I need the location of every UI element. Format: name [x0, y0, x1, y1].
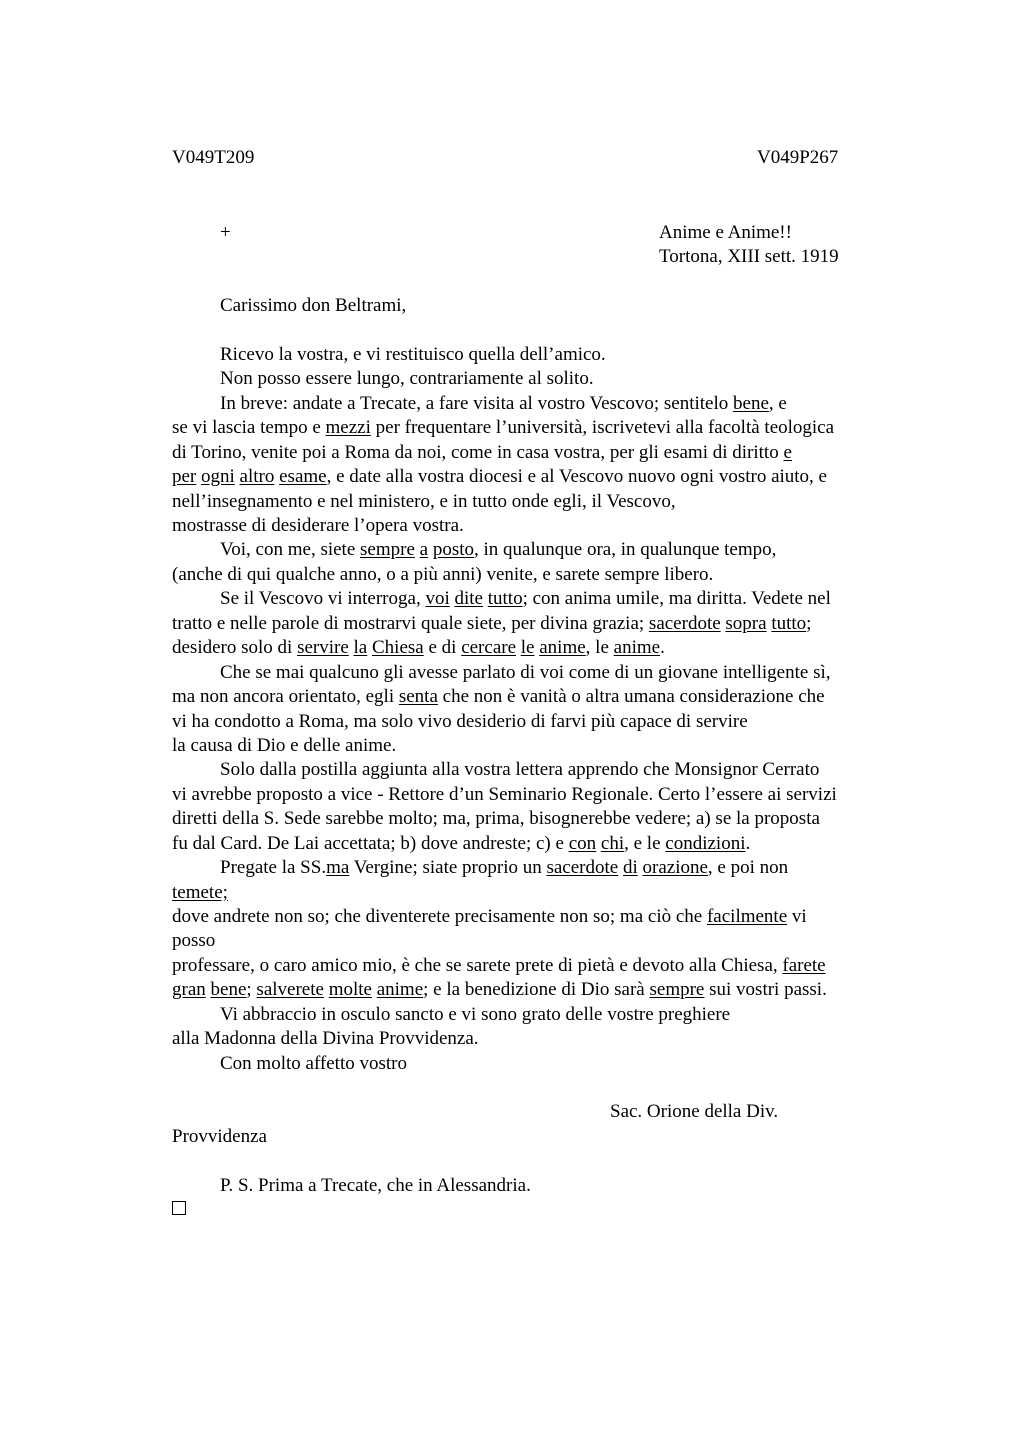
text-segment: posso	[172, 930, 216, 951]
underlined-text: gran	[172, 979, 206, 1000]
text-segment: ;	[246, 979, 257, 1000]
underlined-text: farete	[782, 955, 826, 976]
text-segment: ; con anima umile, ma diritta. Vedete nel	[522, 588, 831, 609]
text-segment: .	[660, 637, 665, 658]
text-segment: Vergine; siate proprio un	[349, 857, 547, 878]
text-segment: In breve: andate a Trecate, a fare visita al vostro Vescovo; sentitelo	[220, 393, 734, 414]
underlined-text: orazione	[642, 857, 708, 878]
underlined-text: altro	[239, 466, 275, 487]
underlined-text: molte	[328, 979, 372, 1000]
signature-continued: Provvidenza	[172, 1126, 267, 1147]
text-segment: Vi abbraccio in osculo sancto e vi sono grato delle vostre preghiere	[220, 1004, 731, 1025]
text-segment: se vi lascia tempo e	[172, 417, 326, 438]
underlined-text: anime	[613, 637, 661, 658]
text-segment: alla Madonna della Divina Provvidenza.	[172, 1028, 479, 1049]
text-segment: ; e la benedizione di Dio sarà	[423, 979, 650, 1000]
text-segment: che non è vanità o altra umana considerazione che	[437, 686, 825, 707]
text-segment: nell’insegnamento e nel ministero, e in tutto onde egli, il Vescovo,	[172, 491, 676, 512]
letter-line	[220, 758, 819, 782]
underlined-text: temete;	[172, 882, 228, 903]
underlined-text: ma	[326, 857, 350, 878]
letter-line	[172, 465, 827, 489]
letter-line	[172, 1027, 479, 1051]
text-segment: per frequentare l’università, iscrivetevi alla facoltà teologica	[370, 417, 835, 438]
letter-line	[172, 783, 837, 807]
letter-line	[172, 490, 676, 514]
letter-line	[172, 441, 792, 465]
text-segment: desidero solo di	[172, 637, 298, 658]
text-segment: sui vostri passi.	[704, 979, 827, 1000]
text-segment: ;	[806, 613, 812, 634]
header-left-code: V049T209	[172, 147, 255, 168]
underlined-text: tutto	[771, 613, 807, 634]
letter-line	[172, 710, 748, 734]
postscript: P. S. Prima a Trecate, che in Alessandria.	[220, 1175, 531, 1196]
text-segment: (anche di qui qualche anno, o a più anni) venite, e sarete sempre libero.	[172, 564, 714, 585]
underlined-text: salverete	[256, 979, 324, 1000]
letter-line	[172, 563, 713, 587]
text-segment: vi avrebbe proposto a vice - Rettore d’un Seminario Regionale. Certo l’essere ai servizi	[172, 784, 837, 805]
text-segment: .	[745, 833, 751, 854]
text-segment: Che se mai qualcuno gli avesse parlato di voi come di un giovane intelligente sì,	[220, 662, 831, 683]
letter-line	[220, 367, 594, 391]
text-segment: dove andrete non so; che diventerete precisamente non so; ma ciò che	[172, 906, 707, 927]
underlined-text: tutto	[487, 588, 523, 609]
text-segment: vi ha condotto a Roma, ma solo vivo desiderio di farvi più capace di servire	[172, 711, 748, 732]
underlined-text: cercare	[461, 637, 517, 658]
underlined-text: mezzi	[325, 417, 371, 438]
letter-line	[220, 587, 831, 611]
letter-line	[220, 538, 776, 562]
letter-line	[220, 392, 787, 416]
underlined-text: sempre	[360, 539, 415, 560]
underlined-text: facilmente	[706, 906, 788, 927]
letter-line	[220, 856, 788, 880]
letter-line	[172, 832, 750, 856]
text-segment: fu dal Card. De Lai accettata; b) dove andreste; c) e	[172, 833, 569, 854]
underlined-text: la	[353, 637, 368, 658]
text-segment: professare, o caro amico mio, è che se sarete prete di pietà e devoto alla Chiesa,	[172, 955, 783, 976]
underlined-text: bene	[210, 979, 247, 1000]
underlined-text: le	[520, 637, 535, 658]
underlined-text: sacerdote	[546, 857, 619, 878]
underlined-text: esame	[279, 466, 327, 487]
text-segment: Con molto affetto vostro	[220, 1053, 407, 1074]
text-segment: ma non ancora orientato, egli	[172, 686, 399, 707]
text-segment: Ricevo la vostra, e vi restituisco quella dell’amico.	[220, 344, 606, 365]
letter-line	[172, 929, 215, 953]
underlined-text: sacerdote	[648, 613, 721, 634]
signature: Sac. Orione della Div.	[610, 1101, 779, 1122]
text-segment: , in qualunque ora, in qualunque tempo,	[474, 539, 777, 560]
underlined-text: Chiesa	[372, 637, 424, 658]
underlined-text: con	[568, 833, 597, 854]
text-segment: mostrasse di desiderare l’opera vostra.	[172, 515, 464, 536]
underlined-text: per	[172, 466, 197, 487]
place-date: Tortona, XIII sett. 1919	[659, 246, 839, 267]
text-segment: Se il Vescovo vi interroga,	[220, 588, 426, 609]
letter-line	[172, 978, 827, 1002]
text-segment: Non posso essere lungo, contrariamente al solito.	[220, 368, 594, 389]
motto: Anime e Anime!!	[659, 222, 792, 243]
letter-line	[172, 416, 834, 440]
underlined-text: posto	[432, 539, 475, 560]
text-segment: di Torino, venite poi a Roma da noi, come in casa vostra, per gli esami di diritto	[172, 442, 784, 463]
underlined-text: voi	[425, 588, 450, 609]
text-segment: e di	[423, 637, 462, 658]
text-segment: , le	[585, 637, 614, 658]
text-segment: la causa di Dio e delle anime.	[172, 735, 397, 756]
underlined-text: sempre	[649, 979, 705, 1000]
underlined-text: senta	[398, 686, 438, 707]
text-segment: Pregate la SS.	[220, 857, 327, 878]
text-segment: Voi, con me, siete	[220, 539, 361, 560]
letter-line	[220, 661, 831, 685]
letter-line	[172, 905, 807, 929]
letter-line	[172, 685, 825, 709]
letter-line	[220, 1003, 730, 1027]
text-segment: vi	[787, 906, 807, 927]
letter-line	[172, 612, 811, 636]
text-segment: , e le	[624, 833, 666, 854]
letter-line	[220, 1052, 407, 1076]
letter-line	[172, 807, 820, 831]
salutation: Carissimo don Beltrami,	[220, 295, 407, 316]
underlined-text: sopra	[725, 613, 767, 634]
empty-box-symbol	[172, 1201, 186, 1215]
underlined-text: chi	[600, 833, 625, 854]
text-segment: Solo dalla postilla aggiunta alla vostra lettera apprendo che Monsignor Cerrato	[220, 759, 820, 780]
underlined-text: a	[419, 539, 429, 560]
underlined-text: servire	[297, 637, 349, 658]
underlined-text: condizioni	[665, 833, 746, 854]
letter-line	[172, 734, 396, 758]
letter-line	[172, 514, 464, 538]
underlined-text: dite	[454, 588, 483, 609]
letter-line	[220, 343, 606, 367]
cross-symbol: +	[220, 222, 231, 243]
text-segment: , e poi non	[707, 857, 789, 878]
letter-line	[172, 954, 826, 978]
underlined-text: e	[783, 442, 792, 463]
text-segment: , e	[768, 393, 787, 414]
text-segment: tratto e nelle parole di mostrarvi quale siete, per divina grazia;	[172, 613, 649, 634]
text-segment: diretti della S. Sede sarebbe molto; ma, prima, bisognerebbe vedere; a) se la proposta	[172, 808, 820, 829]
underlined-text: ogni	[201, 466, 235, 487]
underlined-text: bene	[733, 393, 769, 414]
letter-line	[172, 881, 228, 905]
text-segment: , e date alla vostra diocesi e al Vescovo nuovo ogni vostro aiuto, e	[326, 466, 827, 487]
underlined-text: anime	[376, 979, 424, 1000]
letter-line	[172, 636, 665, 660]
underlined-text: anime	[539, 637, 586, 658]
underlined-text: di	[622, 857, 638, 878]
header-right-code: V049P267	[757, 147, 839, 168]
